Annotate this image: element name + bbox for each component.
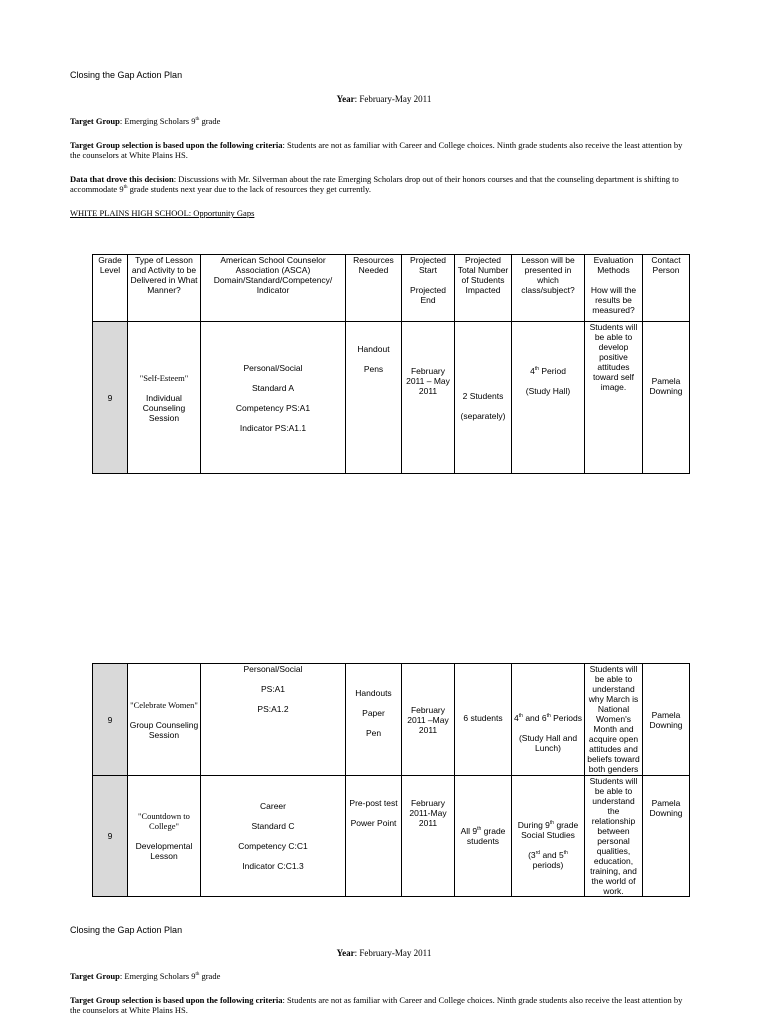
row3-evaluation: Students will be able to understand the relationship between personal qualities, education, training, and the world of work. xyxy=(585,776,643,897)
row1-type: "Self-Esteem" Individual Counseling Session xyxy=(128,322,201,474)
row1-grade: 9 xyxy=(93,322,128,474)
header-projected-dates: Projected Start Projected End xyxy=(402,255,455,322)
year-label: Year xyxy=(336,94,355,104)
row3-dates: February 2011-May 2011 xyxy=(402,776,455,897)
target-group-label: Target Group xyxy=(70,116,120,126)
target-group-line xyxy=(70,116,692,126)
row3-grade: 9 xyxy=(93,776,128,897)
criteria-label-repeat: Target Group selection is based upon the following criteria xyxy=(70,995,283,1005)
row2-evaluation: Students will be able to understand why March is National Women's Month and acquire open attitudes and beliefs toward both genders xyxy=(585,664,643,776)
criteria-paragraph xyxy=(70,140,692,160)
year-line-repeat xyxy=(0,948,768,958)
criteria-text: : Students are not as familiar with Career and College choices. Ninth grade students also receive the least attention by the counselors at White Plains HS. xyxy=(70,140,683,160)
target-group-sup: th xyxy=(195,117,200,123)
document-title: Closing the Gap Action Plan xyxy=(70,70,183,80)
data-paragraph xyxy=(70,174,692,194)
row2-contact: Pamela Downing xyxy=(643,664,690,776)
header-contact: Contact Person xyxy=(643,255,690,322)
target-group-value-repeat: : Emerging Scholars 9 xyxy=(119,971,196,981)
row3-type: "Countdown to College" Developmental Lesson xyxy=(128,776,201,897)
row3-asca: Career Standard C Competency C:C1 Indicator C:C1.3 xyxy=(201,776,346,897)
year-value-repeat: : February-May 2011 xyxy=(354,948,432,958)
target-group-tail-repeat: grade xyxy=(199,971,221,981)
target-group-label-repeat: Target Group xyxy=(70,971,120,981)
criteria-label: Target Group selection is based upon the following criteria xyxy=(70,140,283,150)
row1-asca: Personal/Social Standard A Competency PS:A1 Indicator PS:A1.1 xyxy=(201,322,346,474)
row3-contact: Pamela Downing xyxy=(643,776,690,897)
row1-lesson: 4th Period (Study Hall) xyxy=(512,322,585,474)
header-asca: American School Counselor Association (ASCA) Domain/Standard/Competency/ Indicator xyxy=(201,255,346,322)
target-group-sup-repeat: th xyxy=(195,972,200,978)
table-row xyxy=(93,776,690,897)
row1-evaluation: Students will be able to develop positive attitudes toward self image. xyxy=(585,322,643,474)
data-text-2: grade students next year due to the lack of resources they get currently. xyxy=(127,184,371,194)
header-lesson-class: Lesson will be presented in which class/subject? xyxy=(512,255,585,322)
target-group-value: : Emerging Scholars 9 xyxy=(119,116,196,126)
row3-resources: Pre-post test Power Point xyxy=(346,776,402,897)
row3-lesson: During 9th grade Social Studies (3rd and 5th periods) xyxy=(512,776,585,897)
criteria-text-repeat: : Students are not as familiar with Career and College choices. Ninth grade students also receive the least attention by the counselors at White Plains HS. xyxy=(70,995,683,1015)
target-group-tail: grade xyxy=(199,116,221,126)
row1-total: 2 Students (separately) xyxy=(455,322,512,474)
row2-type: "Celebrate Women" Group Counseling Session xyxy=(128,664,201,776)
year-line xyxy=(0,94,768,104)
row1-dates: February 2011 – May 2011 xyxy=(402,322,455,474)
header-grade-level: Grade Level xyxy=(93,255,128,322)
table-row xyxy=(93,322,690,474)
row1-contact: Pamela Downing xyxy=(643,322,690,474)
school-gaps-link[interactable]: WHITE PLAINS HIGH SCHOOL: Opportunity Gaps xyxy=(70,208,255,218)
year-label-repeat: Year xyxy=(336,948,355,958)
row2-resources: Handouts Paper Pen xyxy=(346,664,402,776)
table-row xyxy=(93,664,690,776)
header-resources: Resources Needed xyxy=(346,255,402,322)
target-group-line-repeat xyxy=(70,971,692,981)
row2-total: 6 students xyxy=(455,664,512,776)
header-evaluation: Evaluation Methods How will the results be measured? xyxy=(585,255,643,322)
header-total-students: Projected Total Number of Students Impacted xyxy=(455,255,512,322)
data-label: Data that drove this decision xyxy=(70,174,174,184)
row2-grade: 9 xyxy=(93,664,128,776)
row2-asca: Personal/Social PS:A1 PS:A1.2 xyxy=(201,664,346,776)
action-plan-table-2 xyxy=(92,663,690,897)
row1-resources: Handout Pens xyxy=(346,322,402,474)
document-title-repeat: Closing the Gap Action Plan xyxy=(70,925,183,935)
header-lesson-type: Type of Lesson and Activity to be Delivered in What Manner? xyxy=(128,255,201,322)
year-value: : February-May 2011 xyxy=(354,94,432,104)
row3-total: All 9th grade students xyxy=(455,776,512,897)
row2-dates: February 2011 –May 2011 xyxy=(402,664,455,776)
data-sup: th xyxy=(123,185,128,191)
row2-lesson: 4th and 6th Periods (Study Hall and Lunch) xyxy=(512,664,585,776)
data-text-1: : Discussions with Mr. Silverman about the rate Emerging Scholars drop out of their honors courses and that the counseling department is shifting to accommodate 9 xyxy=(70,174,679,194)
criteria-paragraph-repeat xyxy=(70,995,692,1015)
action-plan-table-1 xyxy=(92,254,690,474)
